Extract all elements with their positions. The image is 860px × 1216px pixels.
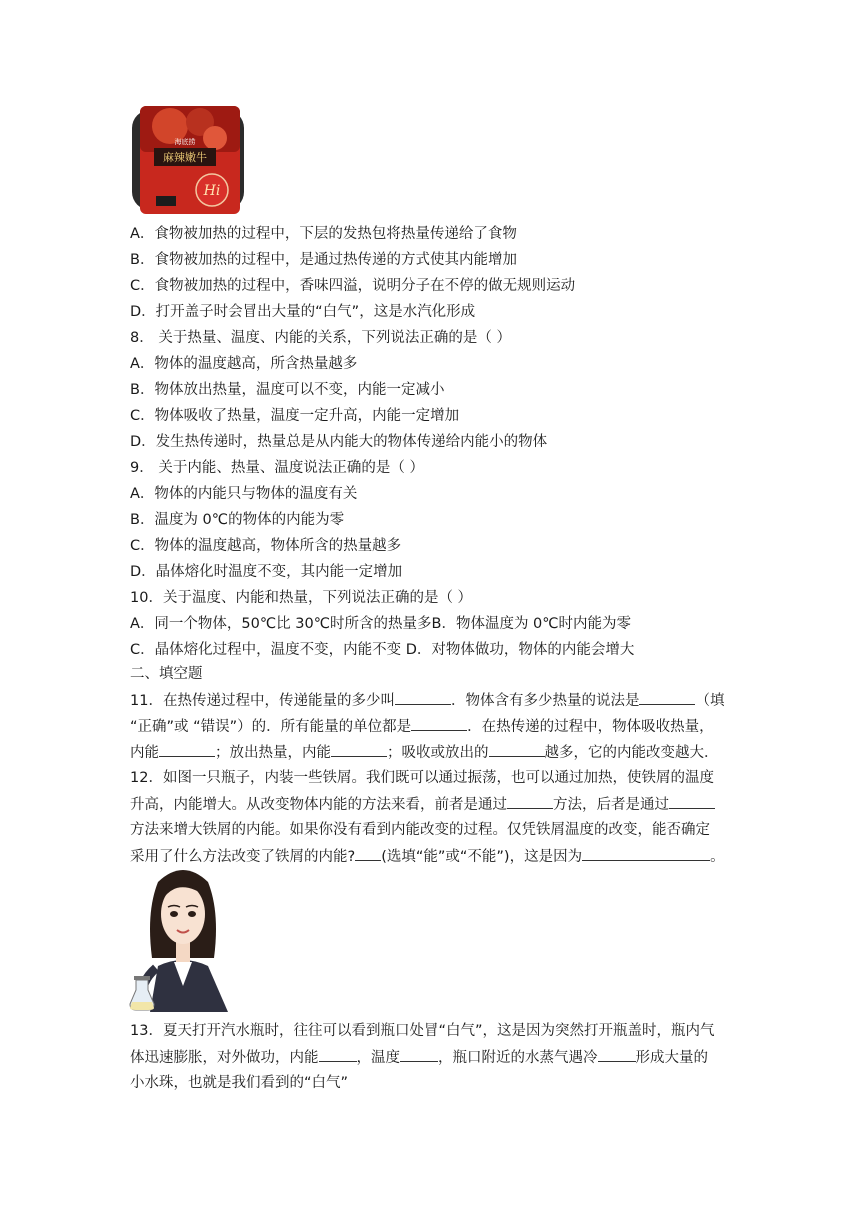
- q7-option-c: C．食物被加热的过程中，香味四溢，说明分子在不停的做无规则运动: [130, 278, 576, 294]
- q11-text-2b: ．在热传递的过程中，物体吸收热量，: [467, 719, 714, 735]
- cartoon-teacher-image: [128, 862, 238, 1014]
- q11-blank-3[interactable]: [411, 716, 467, 731]
- q11-text-1c: （填: [695, 693, 725, 709]
- q12-line-1: 12．如图一只瓶子，内装一些铁屑。我们既可以通过振荡，也可以通过加热，使铁屑的温度: [130, 770, 714, 786]
- section-title-fill-in: 二、填空题: [130, 666, 203, 682]
- q11-text-1b: ．物体含有多少热量的说法是: [450, 693, 640, 709]
- q11-text-3b: ；放出热量，内能: [215, 745, 331, 761]
- hotpot-product-image: [130, 104, 246, 216]
- q11-text-3a: 内能: [130, 745, 159, 761]
- q11-blank-1[interactable]: [395, 690, 451, 705]
- q11-blank-5[interactable]: [331, 742, 387, 757]
- q13-text-2a: 体迅速膨胀，对外做功，内能: [130, 1050, 319, 1066]
- q13-line-3: 小水珠，也就是我们看到的“白气”: [130, 1075, 349, 1091]
- q11-line-2: [130, 716, 730, 737]
- q8-option-b: B．物体放出热量，温度可以不变，内能一定减小: [130, 382, 445, 398]
- product-box-text: 海底捞: [174, 138, 196, 146]
- q9-stem: 9． 关于内能、热量、温度说法正确的是（ ）: [130, 460, 424, 476]
- q9-option-d: D．晶体熔化时温度不变，其内能一定增加: [130, 564, 403, 580]
- q12-blank-4[interactable]: [582, 846, 710, 861]
- q10-stem: 10．关于温度、内能和热量，下列说法正确的是（ ）: [130, 590, 473, 606]
- q12-blank-1[interactable]: [507, 794, 553, 809]
- q13-text-2d: 形成大量的: [635, 1050, 708, 1066]
- q7-option-b: B．食物被加热的过程中，是通过热传递的方式使其内能增加: [130, 252, 517, 268]
- q11-line-3: [130, 742, 730, 763]
- q12-text-4a: 采用了什么方法改变了铁屑的内能?: [130, 849, 356, 865]
- q11-text-3d: 越多，它的内能改变越大．: [544, 745, 719, 761]
- q11-text-3c: ；吸收或放出的: [387, 745, 489, 761]
- q11-blank-4[interactable]: [159, 742, 215, 757]
- q9-option-a: A．物体的内能只与物体的温度有关: [130, 486, 358, 502]
- q13-text-2c: ，瓶口附近的水蒸气遇冷: [438, 1050, 598, 1066]
- q11-text-2a: “正确”或 “错误”）的．所有能量的单位都是: [130, 719, 412, 735]
- q8-option-a: A．物体的温度越高，所含热量越多: [130, 356, 358, 372]
- q11-blank-2[interactable]: [639, 690, 695, 705]
- q13-text-2b: ，温度: [356, 1050, 400, 1066]
- product-brand-text: 麻辣嫩牛: [163, 151, 207, 164]
- q8-option-d: D．发生热传递时，热量总是从内能大的物体传递给内能小的物体: [130, 434, 548, 450]
- product-logo-text: Hi: [203, 183, 221, 199]
- q10-options-row2: C．晶体熔化过程中，温度不变，内能不变 D．对物体做功，物体的内能会增大: [130, 642, 635, 658]
- q12-text-2a: 升高，内能增大。从改变物体内能的方法来看，前者是通过: [130, 797, 507, 813]
- q12-blank-2[interactable]: [669, 794, 715, 809]
- q12-text-4b: (选填“能”或“不能”)，这是因为: [381, 849, 583, 865]
- q13-blank-3[interactable]: [598, 1047, 636, 1062]
- q7-option-a: A．食物被加热的过程中，下层的发热包将热量传递给了食物: [130, 226, 517, 242]
- q13-line-2: [130, 1047, 730, 1068]
- q9-option-c: C．物体的温度越高，物体所含的热量越多: [130, 538, 402, 554]
- q13-blank-1[interactable]: [319, 1047, 357, 1062]
- q11-text-1a: 11．在热传递过程中，传递能量的多少叫: [130, 693, 395, 709]
- q9-option-b: B．温度为 0℃的物体的内能为零: [130, 512, 345, 528]
- q7-option-d: D．打开盖子时会冒出大量的“白气”，这是水汽化形成: [130, 304, 476, 320]
- q12-blank-3[interactable]: [355, 846, 381, 861]
- q12-text-2b: 方法，后者是通过: [553, 797, 669, 813]
- q8-stem: 8． 关于热量、温度、内能的关系，下列说法正确的是（ ）: [130, 330, 511, 346]
- q13-blank-2[interactable]: [400, 1047, 438, 1062]
- q12-text-4c: 。: [710, 849, 725, 865]
- q10-options-row1: A．同一个物体，50℃比 30℃时所含的热量多B．物体温度为 0℃时内能为零: [130, 616, 632, 632]
- q12-line-3: 方法来增大铁屑的内能。如果你没有看到内能改变的过程。仅凭铁屑温度的改变，能否确定: [130, 822, 710, 838]
- q8-option-c: C．物体吸收了热量，温度一定升高，内能一定增加: [130, 408, 460, 424]
- q12-line-2: [130, 794, 730, 815]
- q13-line-1: 13．夏天打开汽水瓶时，往往可以看到瓶口处冒“白气”，这是因为突然打开瓶盖时，瓶内气: [130, 1023, 715, 1039]
- q11-line-1: [130, 690, 730, 711]
- q11-blank-6[interactable]: [489, 742, 545, 757]
